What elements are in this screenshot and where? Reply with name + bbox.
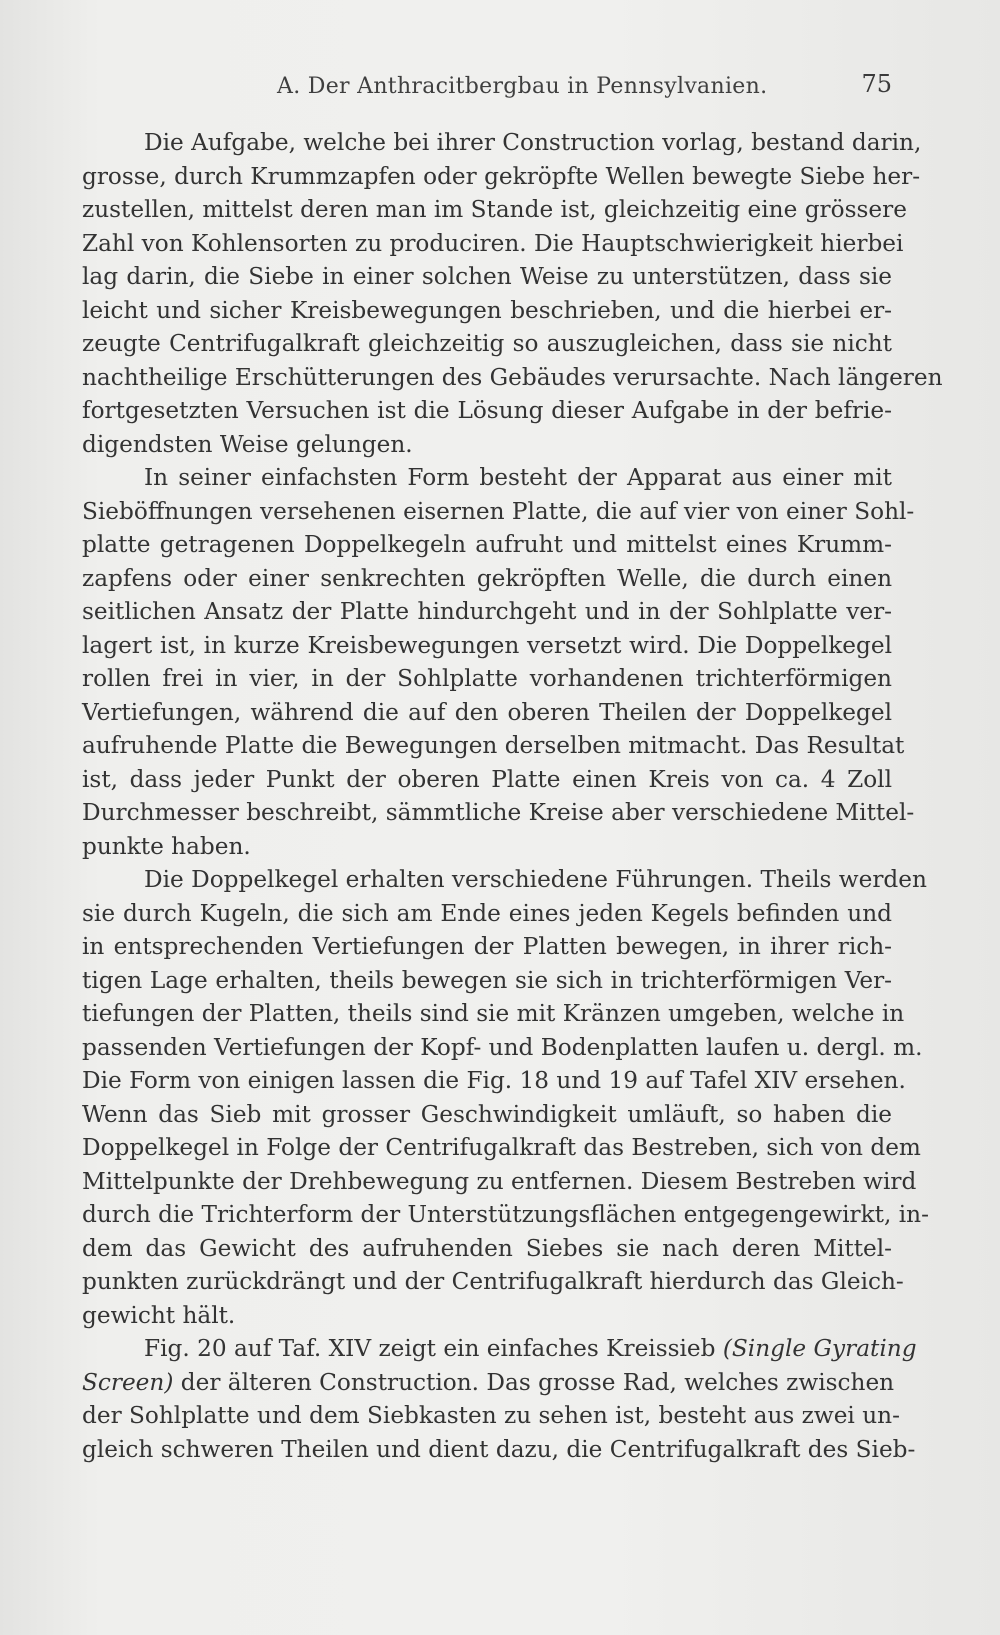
text-line: Zahl von Kohlensorten zu produciren. Die Hauptschwierigkeit hierbei <box>82 229 904 257</box>
text-line: zapfens oder einer senkrechten gekröpften Welle, die durch einen <box>82 564 892 592</box>
running-head: A. Der Anthracitbergbau in Pennsylvanien. <box>277 74 768 99</box>
text-line: Die Form von einigen lassen die Fig. 18 und 19 auf Tafel XIV ersehen. <box>82 1067 906 1094</box>
text-line: in entsprechenden Vertiefungen der Platten bewegen, in ihrer rich- <box>82 933 892 960</box>
text-line: Die Doppelkegel erhalten verschiedene Führungen. Theils werden <box>144 866 927 893</box>
text-line: zustellen, mittelst deren man im Stande ist, gleichzeitig eine grössere <box>82 196 907 223</box>
text-line: rollen frei in vier, in der Sohlplatte vorhandenen trichterförmigen <box>82 665 892 692</box>
text-line: Die Aufgabe, welche bei ihrer Construction vorlag, bestand darin, <box>144 129 922 156</box>
text-line: ist, dass jeder Punkt der oberen Platte einen Kreis von ca. 4 Zoll <box>82 765 892 793</box>
text-line: lag darin, die Siebe in einer solchen Weise zu unterstützen, dass sie <box>82 263 892 290</box>
text-line: dem das Gewicht des aufruhenden Siebes sie nach deren Mittel- <box>82 1234 892 1262</box>
text-line: digendsten Weise gelungen. <box>82 430 413 458</box>
text-line: nachtheilige Erschütterungen des Gebäudes verursachte. Nach längeren <box>82 363 943 391</box>
page-header <box>82 70 892 110</box>
text-line: punkte haben. <box>82 832 251 860</box>
text-line: aufruhende Platte die Bewegungen derselben mitmacht. Das Resultat <box>82 732 905 759</box>
text-line: Sieböffnungen versehenen eisernen Platte, die auf vier von einer Sohl- <box>82 497 915 525</box>
text-line: der Sohlplatte und dem Siebkasten zu sehen ist, besteht aus zwei un- <box>82 1402 900 1429</box>
text-line <box>82 1366 895 1400</box>
text-line <box>82 1332 917 1366</box>
text-line: seitlichen Ansatz der Platte hindurchgeht und in der Sohlplatte ver- <box>82 598 892 625</box>
text-line: leicht und sicher Kreisbewegungen beschrieben, und die hierbei er- <box>82 296 892 324</box>
text-line: sie durch Kugeln, die sich am Ende eines jeden Kegels befinden und <box>82 899 892 927</box>
text-line: Durchmesser beschreibt, sämmtliche Kreise aber verschiedene Mittel- <box>82 799 915 826</box>
text-line: passenden Vertiefungen der Kopf- und Bodenplatten laufen u. dergl. m. <box>82 1033 923 1061</box>
text-line: gleich schweren Theilen und dient dazu, die Centrifugalkraft des Sieb- <box>82 1435 916 1463</box>
text-segment: der älteren Construction. Das grosse Rad, welches zwischen <box>173 1368 895 1396</box>
text-line: grosse, durch Krummzapfen oder gekröpfte Wellen bewegte Siebe her- <box>82 162 921 190</box>
text-line: Vertiefungen, während die auf den oberen Theilen der Doppelkegel <box>82 698 892 726</box>
text-line: In seiner einfachsten Form besteht der Apparat aus einer mit <box>144 464 892 491</box>
text-segment: Fig. 20 auf Taf. XIV zeigt ein einfaches Kreissieb <box>144 1335 723 1362</box>
italic-term: (Single Gyrating <box>722 1335 917 1362</box>
text-line: tigen Lage erhalten, theils bewegen sie sich in trichterförmigen Ver- <box>82 966 892 994</box>
text-line: tiefungen der Platten, theils sind sie mit Kränzen umgeben, welche in <box>82 1000 905 1027</box>
text-line: fortgesetzten Versuchen ist die Lösung dieser Aufgabe in der befrie- <box>82 397 892 424</box>
body-text <box>82 126 943 1466</box>
text-line: Doppelkegel in Folge der Centrifugalkraft das Bestreben, sich von dem <box>82 1134 921 1161</box>
text-line: zeugte Centrifugalkraft gleichzeitig so auszugleichen, dass sie nicht <box>82 330 892 357</box>
text-line: gewicht hält. <box>82 1301 236 1329</box>
page-number: 75 <box>861 70 892 98</box>
text-line: punkten zurückdrängt und der Centrifugalkraft hierdurch das Gleich- <box>82 1268 904 1295</box>
italic-term: Screen) <box>82 1368 174 1396</box>
text-line: Mittelpunkte der Drehbewegung zu entfernen. Diesem Bestreben wird <box>82 1167 917 1195</box>
text-line: platte getragenen Doppelkegeln aufruht und mittelst eines Krumm- <box>82 531 892 558</box>
text-line: durch die Trichterform der Unterstützungsflächen entgegengewirkt, in- <box>82 1201 929 1228</box>
text-line: lagert ist, in kurze Kreisbewegungen versetzt wird. Die Doppelkegel <box>82 631 892 659</box>
text-line: Wenn das Sieb mit grosser Geschwindigkeit umläuft, so haben die <box>82 1100 892 1128</box>
